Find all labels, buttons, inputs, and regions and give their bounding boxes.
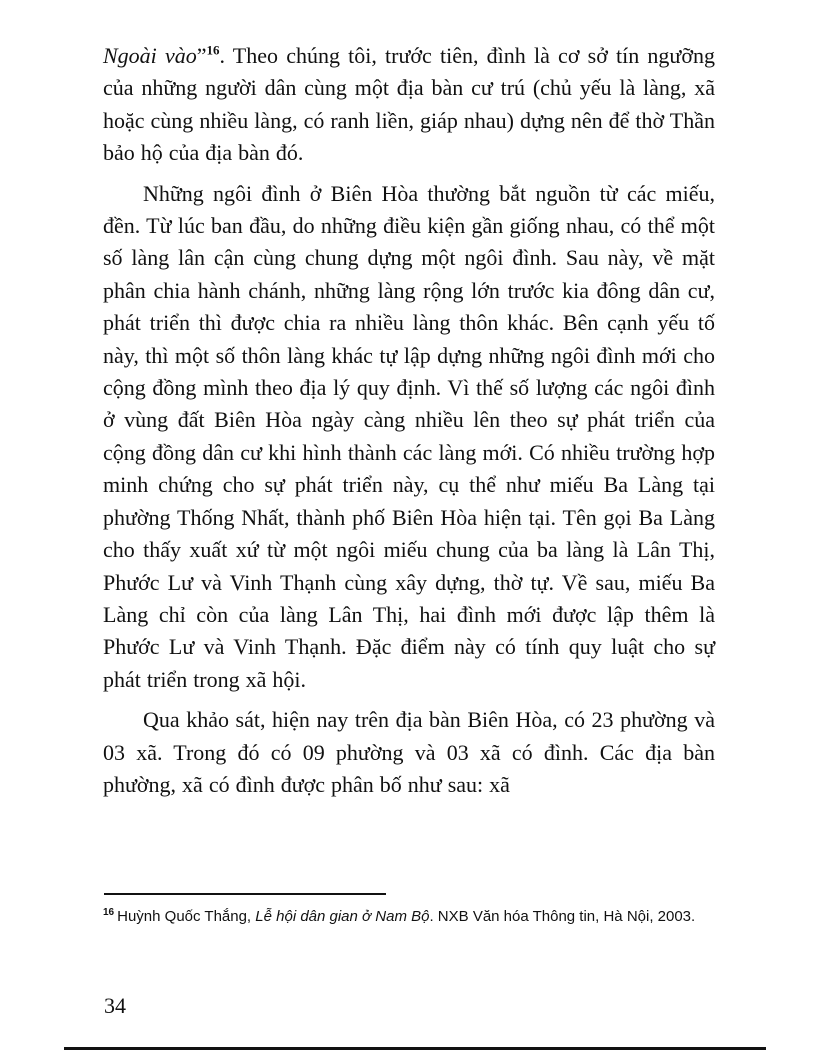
closing-quote: ” bbox=[196, 43, 207, 68]
paragraph-1-text: . Theo chúng tôi, trước tiên, đình là cơ sở tín ngưỡng của những người dân cùng một địa bàn cư trú (chủ yếu là làng, xã hoặc cùng nhiều làng, có ranh liền, giáp nhau) dựng nên để thờ Thần bảo hộ của địa bàn đó. bbox=[103, 43, 715, 166]
footnote-title: Lễ hội dân gian ở Nam Bộ bbox=[255, 908, 430, 925]
bottom-border-line bbox=[64, 1047, 766, 1050]
main-text bbox=[103, 40, 715, 801]
paragraph-1 bbox=[103, 40, 715, 170]
footnote-number: 16 bbox=[103, 907, 115, 918]
paragraph-2: Những ngôi đình ở Biên Hòa thường bắt nguồn từ các miếu, đền. Từ lúc ban đầu, do những điều kiện gần giống nhau, có thể một số làng lân cận cùng chung dựng một ngôi đình. Sau này, về mặt phân chia hành chánh, những làng rộng lớn trước kia đông dân cư, phát triển thì được chia ra nhiều làng thôn khác. Bên cạnh yếu tố này, thì một số thôn làng khác tự lập dựng những ngôi đình mới cho cộng đồng mình theo địa lý quy định. Vì thế số lượng các ngôi đình ở vùng đất Biên Hòa ngày càng nhiều lên theo sự phát triển của cộng đồng dân cư khi hình thành các làng mới. Có nhiều trường hợp minh chứng cho sự phát triển này, cụ thể như miếu Ba Làng tại phường Thống Nhất, thành phố Biên Hòa hiện tại. Tên gọi Ba Làng cho thấy xuất xứ từ một ngôi miếu chung của ba làng là Lân Thị, Phước Lư và Vinh Thạnh cùng xây dựng, thờ tự. Về sau, miếu Ba Làng chỉ còn của làng Lân Thị, hai đình mới được lập thêm là Phước Lư và Vinh Thạnh. Đặc điểm này có tính quy luật cho sự phát triển trong xã hội. bbox=[103, 180, 715, 692]
footnote-separator bbox=[104, 893, 386, 895]
footnote-author: Huỳnh Quốc Thắng, bbox=[117, 908, 256, 925]
footnote bbox=[103, 905, 717, 928]
footnote-details: . NXB Văn hóa Thông tin, Hà Nội, 2003. bbox=[429, 908, 696, 925]
footnote-reference: 16 bbox=[206, 42, 220, 58]
paragraph-3: Qua khảo sát, hiện nay trên địa bàn Biên Hòa, có 23 phường và 03 xã. Trong đó có 09 phường và 03 xã có đình. Các địa bàn phường, xã có đình được phân bố như sau: xã bbox=[103, 707, 715, 797]
quoted-phrase: Ngoài vào bbox=[103, 43, 197, 68]
page-number: 34 bbox=[104, 993, 126, 1018]
